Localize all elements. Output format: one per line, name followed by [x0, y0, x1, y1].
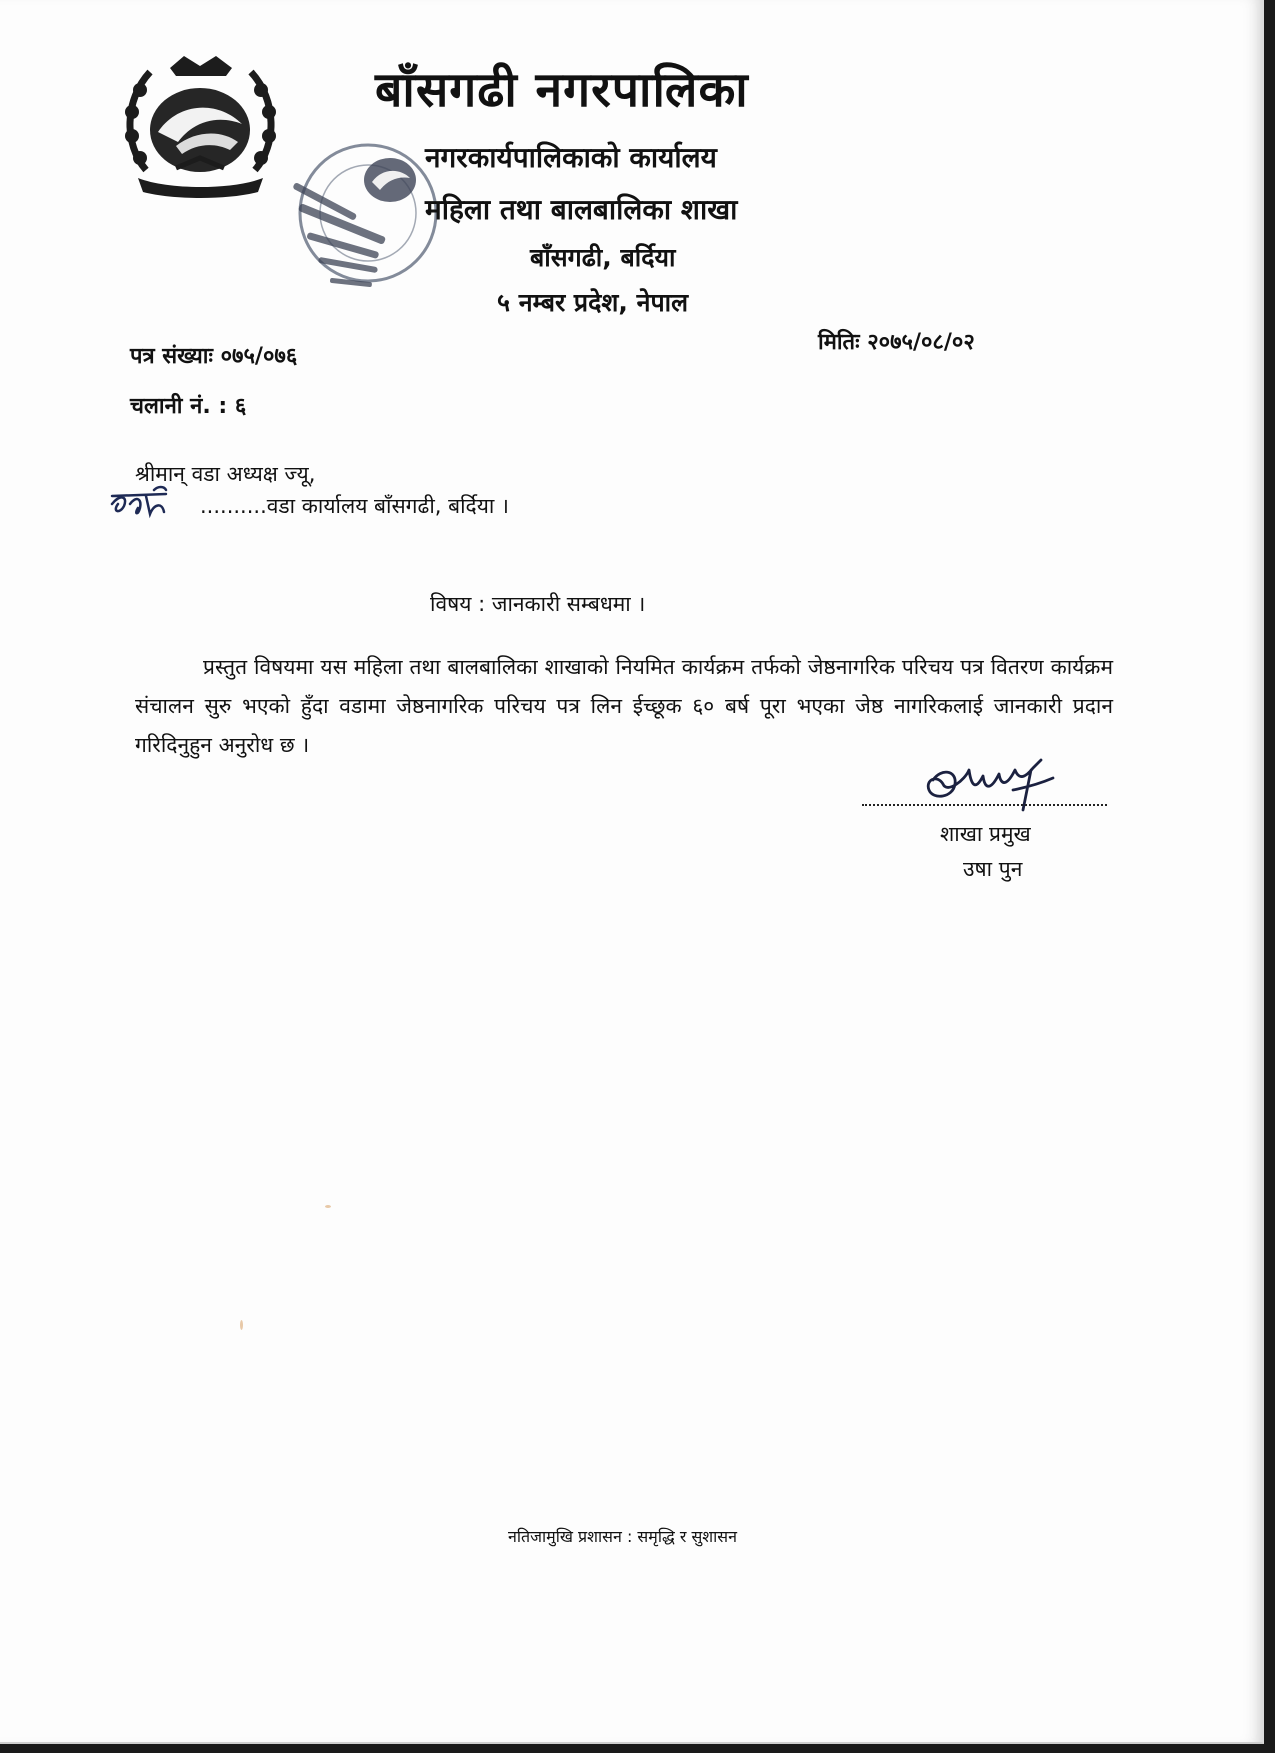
addressee-salutation: श्रीमान् वडा अध्यक्ष ज्यू,: [135, 462, 316, 486]
signatory-name: उषा पुन: [963, 857, 1023, 881]
office-name: बाँसगढी नगरपालिका: [375, 62, 749, 118]
office-line-province: ५ नम्बर प्रदेश, नेपाल: [497, 288, 689, 317]
reference-number: पत्र संख्याः ०७५/०७६: [130, 344, 298, 369]
signature-dotted-line: [862, 804, 1107, 806]
addressee-office: ..........वडा कार्यालय बाँसगढी, बर्दिया ।: [200, 494, 509, 518]
subject-line: विषय : जानकारी सम्बधमा ।: [430, 592, 646, 616]
letter-body: प्रस्तुत विषयमा यस महिला तथा बालबालिका शाखाको नियमित कार्यक्रम तर्फको जेष्ठनागरिक परिचय पत्र वितरण कार्यक्रम संचालन सुरु भएको हुँदा वडामा जेष्ठनागरिक परिचय पत्र लिन ईच्छूक ६० बर्ष पूरा भएका जेष्ठ नागरिकलाई जानकारी प्रदान गरिदिनुहुन अनुरोध छ ।: [135, 655, 1113, 757]
dispatch-number: चलानी नं. : ६: [130, 394, 247, 419]
paper-speck: [240, 1320, 243, 1330]
signatory-title: शाखा प्रमुख: [940, 822, 1031, 846]
handwritten-note: [108, 484, 170, 524]
office-line-address: बाँसगढी, बर्दिया: [530, 243, 676, 272]
office-stamp: [278, 138, 438, 308]
signature: [913, 740, 1073, 820]
office-line-executive: नगरकार्यपालिकाको कार्यालय: [425, 141, 717, 174]
footer-slogan: नतिजामुखि प्रशासन : समृद्धि र सुशासन: [508, 1527, 737, 1546]
office-line-section: महिला तथा बालबालिका शाखा: [425, 193, 738, 226]
paper-speck: [325, 1205, 331, 1208]
letter-date: मितिः २०७५/०८/०२: [818, 330, 975, 355]
nepal-emblem-icon: [118, 50, 283, 200]
